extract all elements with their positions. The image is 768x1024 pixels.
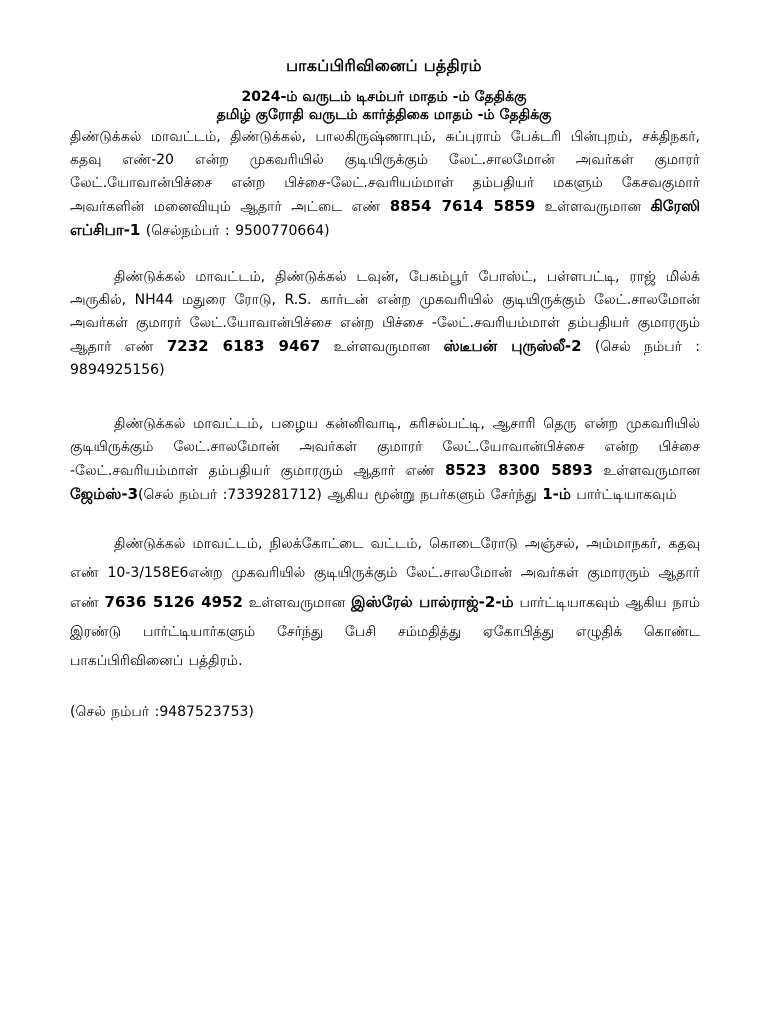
- paragraph-text: உள்ளவருமான: [603, 463, 700, 479]
- party-name: ஜேம்ஸ்-3: [70, 485, 139, 503]
- paragraph-text: திண்டுக்கல் மாவட்டம், திண்டுக்கல் டவுன், பேகம்பூர் போஸ்ட், பள்ளபட்டி, ராஜ் மில்க் அருகில், NH44 மதுரை ரோடு, R.S. கார்டன் என்ற முகவரியில் குடியிருக்கும் லேட்.சாலமோன் அவர்கள் குமாரர் லேட்.யோவான்பிச்சை என்ற பிச்சை -லேட்.சவரியம்மாள் தம்பதியர் குமாரரும் ஆதார் எண்: [70, 269, 700, 355]
- paragraph-text: திண்டுக்கல் மாவட்டம், பழைய கன்னிவாடி, கரிசல்பட்டி, ஆசாரி தெரு என்ற முகவரியில் குடியிருக்கும் லேட்.சாலமோன் அவர்கள் குமாரர் லேட்.யோவான்பிச்சை என்ற பிச்சை -லேட்.சவரியம்மாள் தம்பதியர் குமாரரும் ஆதார் எண்: [70, 416, 700, 479]
- date-line-gregorian: 2024-ம் வருடம் டிசம்பர் மாதம் -ம் தேதிக்கு: [241, 89, 527, 105]
- party-name: ஸ்டீபன் புருஸ்லீ-2: [443, 337, 582, 355]
- phone-text: (செல் நம்பர் : 9894925156): [70, 339, 700, 378]
- paragraph-text: உள்ளவருமான: [544, 199, 642, 215]
- phone-text: (செல் நம்பர் :7339281712) ஆகிய மூன்று நபர்களும் சேர்ந்து: [138, 487, 537, 503]
- party-paragraph-2: [70, 266, 700, 382]
- paragraph-text: பார்ட்டியாகவும் ஆகிய நாம் இரண்டு பார்ட்டியார்களும் சேர்ந்து பேசி சம்மதித்து ஏகோபித்து எழுதிக் கொண்ட பாகப்பிரிவினைப் பத்திரம்.: [70, 595, 701, 669]
- party-paragraph-1: [70, 126, 700, 243]
- party-number: 1-ம்: [542, 485, 571, 503]
- paragraph-text: திண்டுக்கல் மாவட்டம், நிலக்கோட்டை வட்டம், கொடைரோடு அஞ்சல், அம்மாநகர், கதவு எண் 10-3/158E6என்ற முகவரியில் குடியிருக்கும் லேட்.சாலமோன் அவர்கள் குமாரரும் ஆதார் எண்: [70, 536, 700, 611]
- phone-text: (செல்நம்பர் : 9500770664): [145, 223, 330, 239]
- party-name: இஸ்ரேல் பால்ராஜ்-2-ம்: [351, 593, 514, 611]
- document-title: பாகப்பிரிவினைப் பத்திரம்: [286, 56, 482, 75]
- aadhaar-number: 7636 5126 4952: [104, 593, 243, 611]
- party-paragraph-4: [70, 530, 700, 676]
- party-paragraph-3: [70, 413, 700, 507]
- aadhaar-number: 8523 8300 5893: [444, 461, 593, 479]
- paragraph-text: பார்ட்டியாகவும்: [576, 487, 677, 503]
- paragraph-text: உள்ளவருமான: [333, 339, 431, 355]
- party-name: கிரேஸி எப்சிபா-1: [70, 197, 700, 239]
- aadhaar-number: 8854 7614 5859: [389, 197, 536, 215]
- paragraph-text: திண்டுக்கல் மாவட்டம், திண்டுக்கல், பாலகிருஷ்ணாபும், சுப்புராம் பேக்டரி பின்புறம், சக்திநகர், கதவு எண்-20 என்ற முகவரியில் குடியிருக்கும் லேட்.சாலமோன் அவர்கள் குமாரர் லேட்.யோவான்பிச்சை என்ற பிச்சை-லேட்.சவரியம்மாள் தம்பதியர் மகளும் கேசவகுமார் அவர்களின் மனைவியும் ஆதார் அட்டை எண்: [70, 129, 700, 215]
- paragraph-text: உள்ளவருமான: [248, 595, 346, 611]
- aadhaar-number: 7232 6183 9467: [166, 337, 321, 355]
- date-line-tamil: தமிழ் குரோதி வருடம் கார்த்திகை மாதம் -ம் தேதிக்கு: [216, 107, 552, 123]
- footer-phone: (செல் நம்பர் :9487523753): [70, 704, 254, 720]
